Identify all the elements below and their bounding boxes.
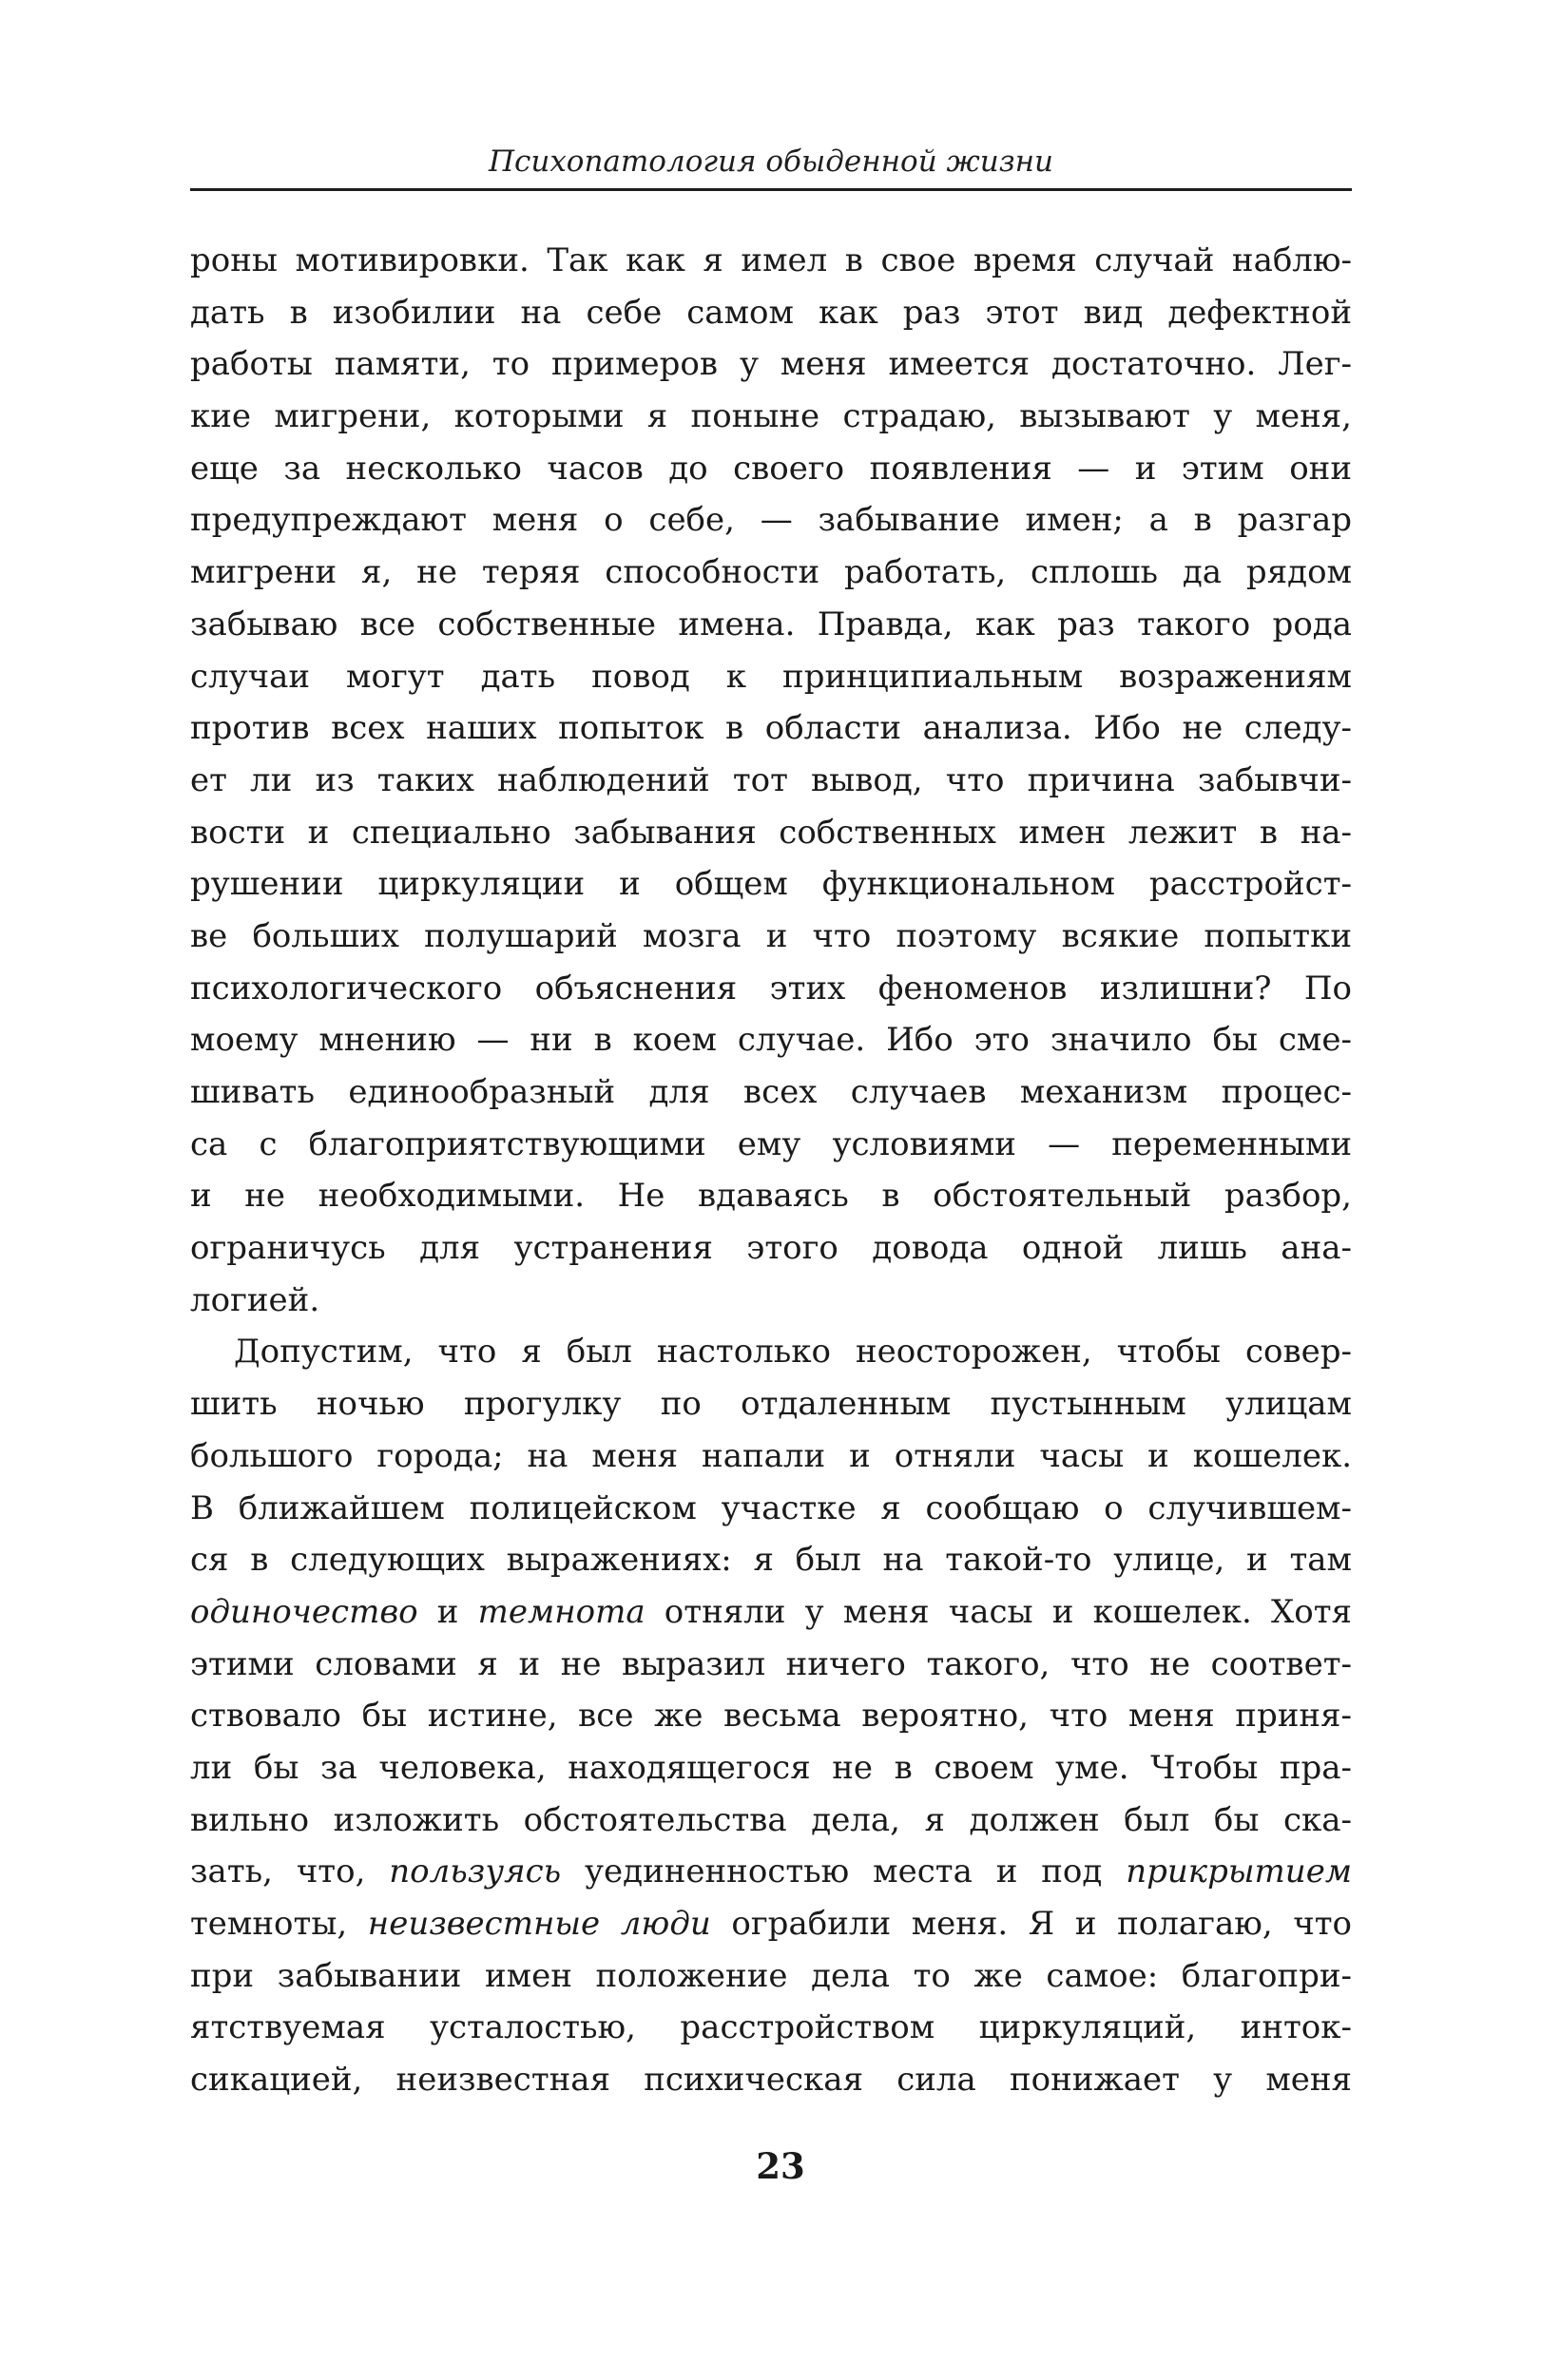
text-run: и [417, 1592, 478, 1631]
text-run: зать, что, [190, 1852, 390, 1891]
italic-run: темнота [477, 1592, 646, 1631]
paragraph-2 [190, 1326, 1352, 2105]
text-line: против всех наших попыток в области анализа. Ибо не следу- [190, 709, 1352, 748]
body-text [190, 235, 1352, 2106]
text-run: отняли у меня часы и кошелек. Хотя [645, 1592, 1352, 1631]
text-line [190, 1950, 1352, 2003]
italic-run: одиночество [190, 1592, 418, 1631]
text-run: ся в следующих выражениях: я был на такой-то улице, и там [190, 1541, 1352, 1580]
text-run: этими словами я и не выразил ничего такого, что не соответ- [190, 1644, 1352, 1683]
text-line [190, 1742, 1352, 1795]
italic-run: неизвестные люди [367, 1905, 711, 1943]
italic-run: пользуясь [389, 1852, 562, 1891]
running-head: Психопатология обыденной жизни [488, 144, 1054, 179]
text-run: сикацией, неизвестная психическая сила понижает у меня [190, 2061, 1352, 2100]
text-line: забываю все собственные имена. Правда, как раз такого рода [190, 605, 1352, 643]
text-line [190, 1586, 1352, 1639]
text-run: Допустим, что я был настолько неосторожен, чтобы совер- [234, 1333, 1352, 1372]
text-line: ограничусь для устранения этого довода одной лишь ана- [190, 1229, 1352, 1268]
text-line [190, 1639, 1352, 1691]
page-number: 23 [756, 2145, 805, 2187]
text-line: случаи могут дать повод к принципиальным возражениям [190, 657, 1352, 696]
header-rule [190, 188, 1352, 191]
text-line [190, 1483, 1352, 1535]
italic-run: прикрытием [1126, 1852, 1353, 1891]
text-line [190, 1534, 1352, 1586]
text-run: ствовало бы истине, все же весьма вероятно, что меня приня- [190, 1697, 1352, 1736]
text-line: еще за несколько часов до своего появления — и этим они [190, 449, 1352, 488]
text-line: ве больших полушарий мозга и что поэтому всякие попытки [190, 916, 1352, 955]
text-line: вости и специально забывания собственных имен лежит в на- [190, 813, 1352, 852]
text-line: логией. [190, 1280, 320, 1319]
text-line: предупреждают меня о себе, — забывание имен; а в разгар [190, 501, 1352, 540]
text-line [190, 2002, 1352, 2054]
text-line [190, 1378, 1352, 1430]
text-line [190, 1326, 1352, 1378]
text-line: шивать единообразный для всех случаев механизм процес- [190, 1073, 1352, 1111]
text-run: уединенностью места и под [561, 1852, 1127, 1891]
text-line [190, 1430, 1352, 1483]
text-line: рушении циркуляции и общем функциональном расстройст- [190, 865, 1352, 904]
text-line: работы памяти, то примеров у меня имеется достаточно. Лег- [190, 345, 1352, 384]
text-line: кие мигрени, которыми я поныне страдаю, вызывают у меня, [190, 397, 1352, 436]
text-line: роны мотивировки. Так как я имел в свое время случай наблю- [190, 241, 1352, 279]
text-run: большого города; на меня напали и отняли часы и кошелек. [190, 1436, 1352, 1475]
text-line: мигрени я, не теряя способности работать, сплошь да рядом [190, 553, 1352, 592]
text-line [190, 1795, 1352, 1847]
text-run: шить ночью прогулку по отдаленным пустынным улицам [190, 1385, 1352, 1424]
text-run: темноты, [190, 1905, 368, 1943]
paragraph-1 [190, 235, 1352, 1326]
text-run: ограбили меня. Я и полагаю, что [710, 1905, 1352, 1943]
text-line [190, 1846, 1352, 1898]
text-run: при забывании имен положение дела то же самое: благопри- [190, 1956, 1352, 1995]
text-line: са с благоприятствующими ему условиями — переменными [190, 1124, 1352, 1163]
text-run: вильно изложить обстоятельства дела, я должен был бы ска- [190, 1800, 1352, 1839]
text-run: ятствуемая усталостью, расстройством циркуляций, инток- [190, 2008, 1352, 2047]
text-run: В ближайшем полицейском участке я сообщаю о случившем- [190, 1488, 1352, 1527]
text-line [190, 1898, 1352, 1950]
text-line [190, 2054, 1352, 2106]
text-line: дать в изобилии на себе самом как раз этот вид дефектной [190, 293, 1352, 332]
text-line: психологического объяснения этих феноменов излишни? По [190, 969, 1352, 1008]
text-line: и не необходимыми. Не вдаваясь в обстоятельный разбор, [190, 1177, 1352, 1216]
text-line: ет ли из таких наблюдений тот вывод, что причина забывчи- [190, 760, 1352, 799]
text-line [190, 1690, 1352, 1742]
text-run: ли бы за человека, находящегося не в своем уме. Чтобы пра- [190, 1748, 1352, 1787]
text-line: моему мнению — ни в коем случае. Ибо это значило бы сме- [190, 1021, 1352, 1060]
